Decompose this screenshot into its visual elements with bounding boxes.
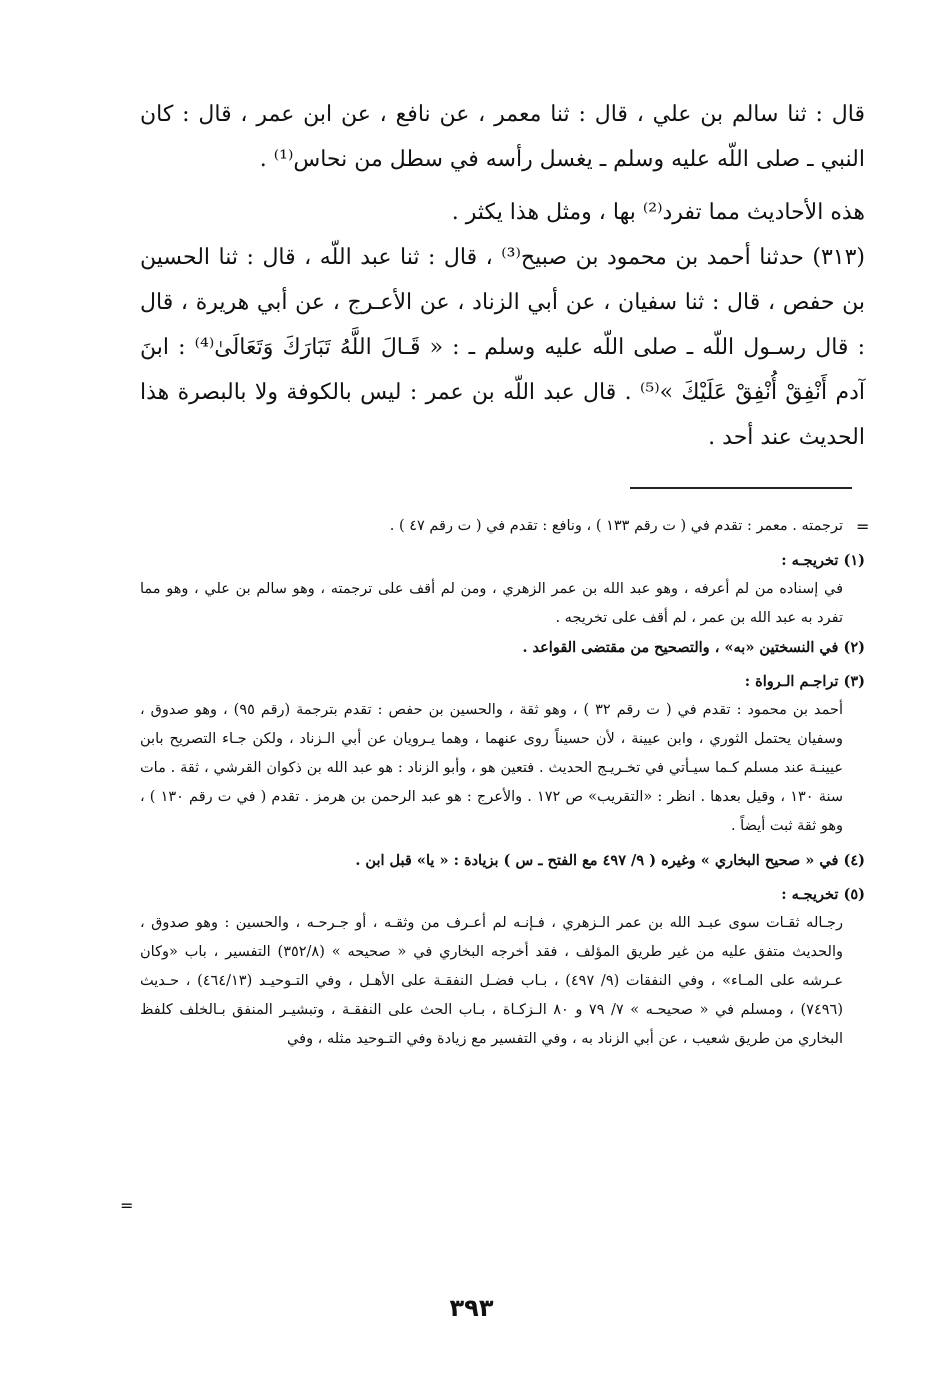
continuation-mark-bottom: =	[120, 1196, 134, 1215]
page-number: ٣٩٣	[449, 1294, 494, 1322]
footnote-divider	[630, 487, 852, 489]
footnote-1-body: في إسناده من لم أعرفه ، وهو عبد الله بن عمر الزهري ، ومن لم أقف على ترجمته ، وهو سالم بن علي ، وهو مما تفرد به عبد الله بن عمر ، لم أقف على تخريجه .	[140, 581, 843, 626]
footnote-4: (٤) في « صحيح البخاري » وغيره ( ٩/ ٤٩٧ مع الفتح ـ س ) بزيادة : « يا» قبل ابن .	[355, 852, 865, 869]
footnote-2: (٢) في النسختين «به» ، والتصحيح من مقتضى القواعد .	[522, 639, 865, 656]
footnotes	[140, 512, 865, 1054]
footnote-5-heading: (٥) تخريجـه :	[781, 886, 865, 903]
main-paragraph-3: (٣١٣) حدثنا أحمد بن محمود بن صبيح⁽³⁾ ، قال : ثنا عبد اللّه ، قال : ثنا الحسين بن حفص ، قال : ثنا سفيان ، عن أبي الزناد ، عن الأعـرج ، عن أبي هريرة ، قال : قال رسـول اللّه ـ صلى اللّه عليه وسلم ـ : « قَـالَ اللَّهُ تَبَارَكَ وَتَعَالَىٰ⁽⁴⁾ : ابنَ آدم أَنْفِقْ أُنْفِقْ عَلَيْكَ »⁽⁵⁾ . قال عبد اللّه بن عمر : ليس بالكوفة ولا بالبصرة هذا الحديث عند أحد .	[140, 245, 865, 450]
continuation-mark-top: =	[856, 517, 870, 536]
main-text	[140, 92, 865, 460]
footnote-5-body: رجـاله ثقـات سوى عبـد الله بن عمر الـزهري ، فـإنـه لم أعـرف من وثقـه ، أو جـرحـه ، والحسين : وهو صدوق ، والحديث متفق عليه من غير طريق المؤلف ، فقد أخرجه البخاري في « صحيحه » (٣٥٢/٨) التفسير ، باب «وكان عـرشه على المـاء» ، وفي النفقات (٩/ ٤٩٧) ، بـاب فضـل النفقـة على الأهـل ، وفي التـوحيـد (٤٦٤/١٣) ، حـديث (٧٤٩٦) ، ومسلم في « صحيحـه » ٧/ ٧٩ و ٨٠ الـزكـاة ، بـاب الحث على النفقـة ، وتبشيـر المنفق بـالخلف كلفظ البخاري من طريق شعيب ، عن أبي الزناد به ، وفي التفسير مع زيادة وفي التـوحيد مثله ، وفي	[140, 915, 843, 1047]
footnote-3-body: أحمد بن محمود : تقدم في ( ت رقم ٣٢ ) ، وهو ثقة ، والحسين بن حفص : تقدم بترجمة (رقم ٩٥) ، وهو صدوق ، وسفيان يحتمل الثوري ، وابن عيينة ، لأن حسيناً روى عنهما ، وهما يـرويان عن أبي الـزناد ، ولكن جـاء التصريح بابن عيينـة عند مسلم كـما سيـأتي في تخـريـج الحديث . فتعين هو ، وأبو الزناد : هو عبد الله بن ذكوان القرشي ، ثقة . مات سنة ١٣٠ ، وقيل بعدها . انظر : «التقريب» ص ١٧٢ . والأعرج : هو عبد الرحمن بن هرمز . تقدم ( في ت رقم ١٣٠ ) ، وهو ثقة ثبت أيضاً .	[140, 702, 843, 834]
main-paragraph-2: هذه الأحاديث مما تفرد⁽²⁾ بها ، ومثل هذا يكثر .	[451, 200, 865, 225]
footnote-continuation: ترجمته . معمر : تقدم في ( ت رقم ١٣٣ ) ، ونافع : تقدم في ( ت رقم ٤٧ ) .	[389, 518, 843, 534]
footnote-3-heading: (٣) تراجـم الـرواة :	[744, 673, 865, 690]
footnote-1-heading: (١) تخريجـه :	[781, 552, 865, 569]
main-paragraph-1: قال : ثنا سالم بن علي ، قال : ثنا معمر ، عن نافع ، عن ابن عمر ، قال : كان النبي ـ صلى اللّه عليه وسلم ـ يغسل رأسه في سطل من نحاس⁽¹⁾ .	[140, 102, 865, 172]
